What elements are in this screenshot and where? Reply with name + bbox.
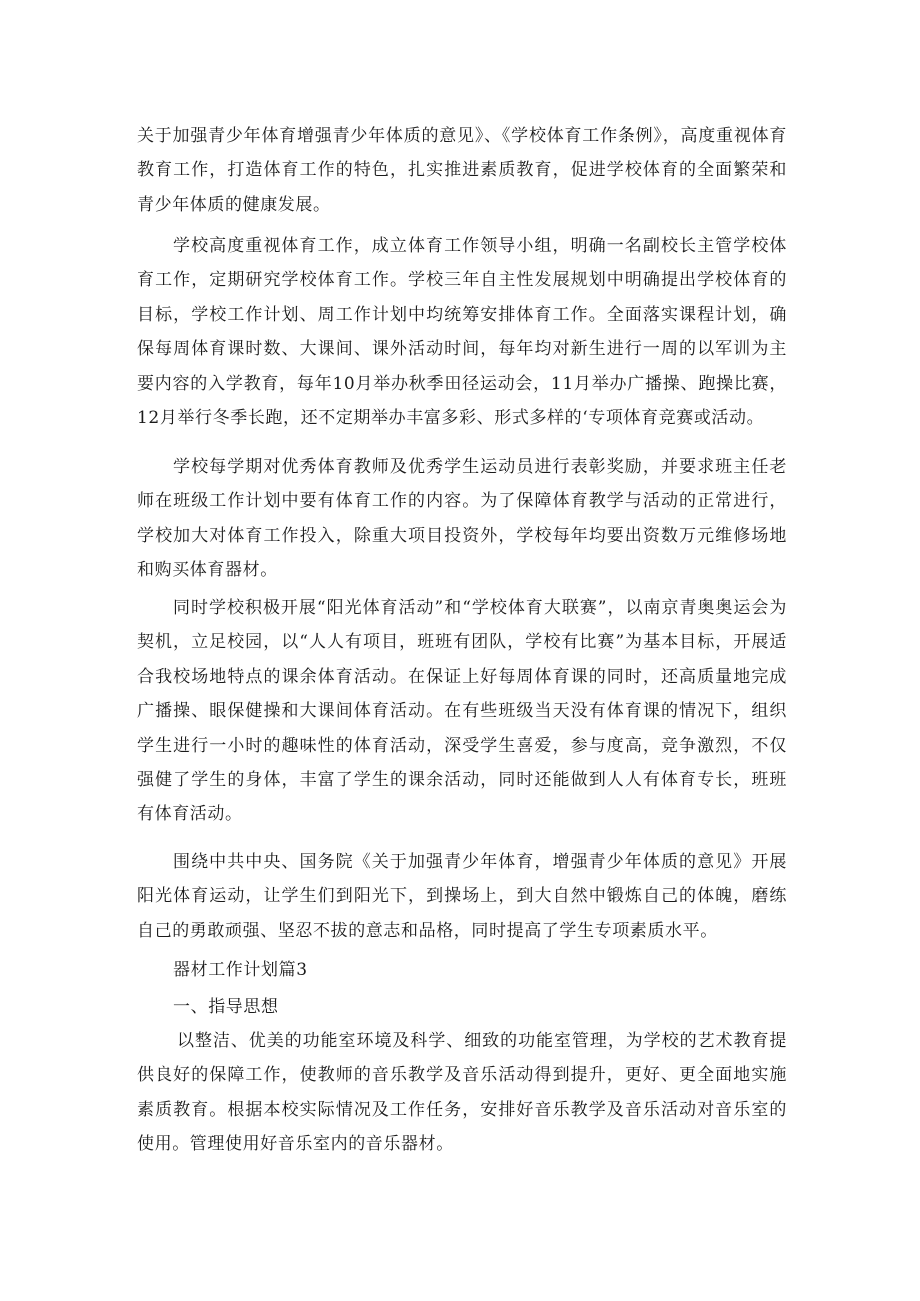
paragraph-6: 以整洁、优美的功能室环境及科学、细致的功能室管理，为学校的艺术教育提供良好的保障工作，使教师的音乐教学及音乐活动得到提升，更好、更全面地实施素质教育。根据本校实际情况及工作任务，安排好音乐教学及音乐活动对音乐室的使用。管理使用好音乐室内的音乐器材。 — [137, 1031, 787, 1155]
paragraph-3: 学校每学期对优秀体育教师及优秀学生运动员进行表彰奖励，并要求班主任老师在班级工作计划中要有体育工作的内容。为了保障体育教学与活动的正常进行，学校加大对体育工作投入，除重大项目投资外，学校每年均要出资数万元维修场地和购买体育器材。 — [137, 457, 787, 581]
paragraph-2: 学校高度重视体育工作，成立体育工作领导小组，明确一名副校长主管学校体育工作，定期研究学校体育工作。学校三年自主性发展规划中明确提出学校体育的目标，学校工作计划、周工作计划中均统筹安排体育工作。全面落实课程计划，确保每周体育课时数、大课间、课外活动时间，每年均对新生进行一周的以军训为主要内容的入学教育，每年10月举办秋季田径运动会，11月举办广播操、跑操比赛，12月举行冬季长跑，还不定期举办丰富多彩、形式多样的‘专项体育竞赛或活动。 — [137, 236, 787, 429]
section-title: 器材工作计划篇3 — [173, 960, 308, 980]
paragraph-5: 围绕中共中央、国务院《关于加强青少年体育，增强青少年体质的意见》开展阳光体育运动，让学生们到阳光下，到操场上，到大自然中锻炼自己的体魄，磨练自己的勇敢顽强、坚忍不拔的意志和品格，同时提高了学生专项素质水平。 — [137, 852, 787, 941]
subsection-title: 一、指导思想 — [173, 997, 279, 1017]
paragraph-1: 关于加强青少年体育增强青少年体质的意见》、《学校体育工作条例》，高度重视体育教育工作，打造体育工作的特色，扎实推进素质教育，促进学校体育的全面繁荣和青少年体质的健康发展。 — [137, 126, 787, 215]
paragraph-4: 同时学校积极开展“阳光体育活动”和“学校体育大联赛”，以南京青奥奥运会为契机，立足校园，以“人人有项目，班班有团队，学校有比赛”为基本目标，开展适合我校场地特点的课余体育活动。在保证上好每周体育课的同时，还高质量地完成广播操、眼保健操和大课间体育活动。在有些班级当天没有体育课的情况下，组织学生进行一小时的趣味性的体育活动，深受学生喜爱，参与度高，竞争激烈，不仅强健了学生的身体，丰富了学生的课余活动，同时还能做到人人有体育专长，班班有体育活动。 — [137, 598, 787, 825]
